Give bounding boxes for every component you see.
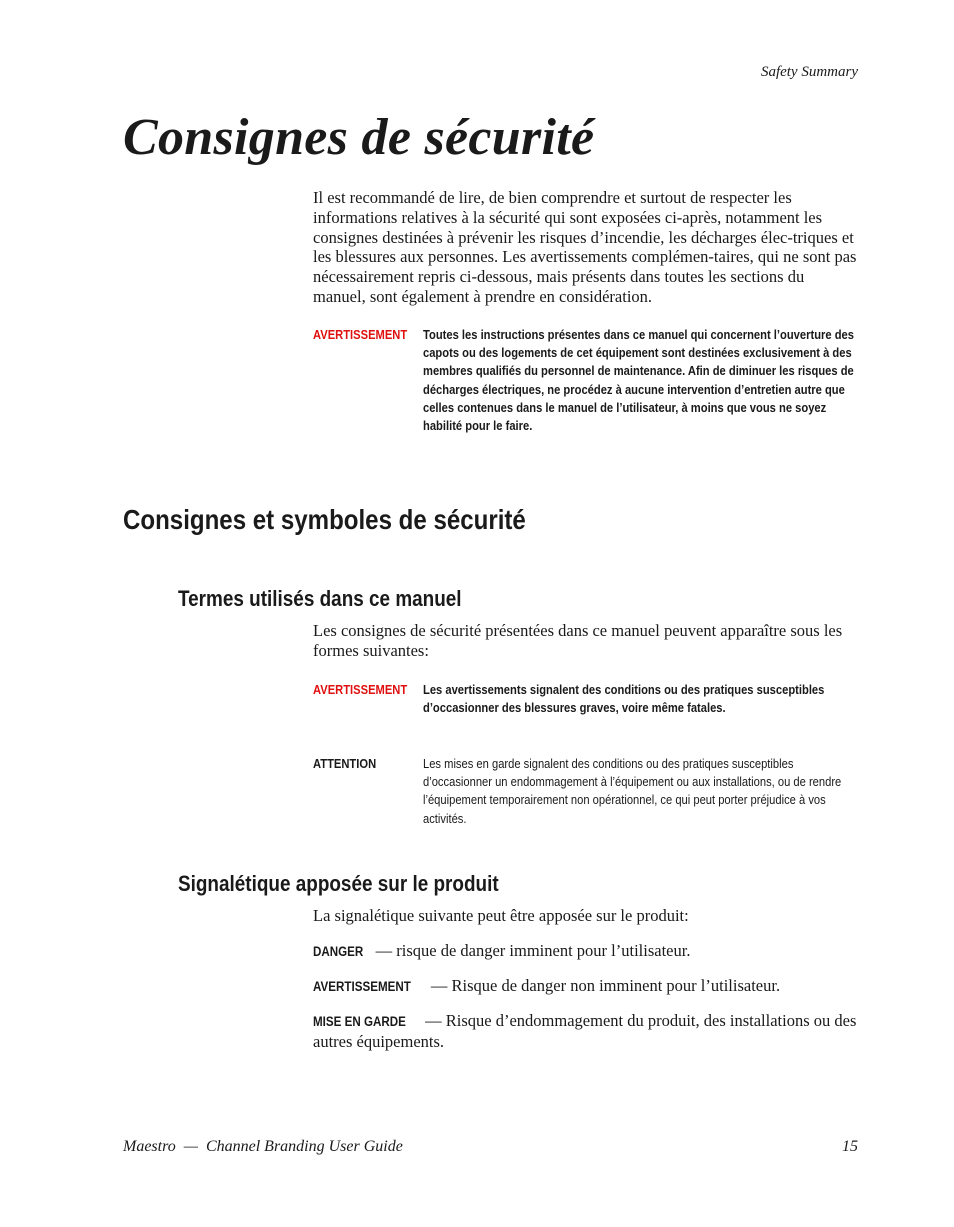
warning-note-1	[313, 326, 858, 435]
sign-description: — risque de danger imminent pour l’utilisateur.	[371, 941, 691, 960]
caution-label: ATTENTION	[313, 756, 377, 771]
sign-term: MISE EN GARDE	[313, 1014, 406, 1029]
sign-term: DANGER	[313, 944, 364, 959]
terms-paragraph: Les consignes de sécurité présentées dans ce manuel peuvent apparaître sous les formes suivantes:	[313, 621, 843, 660]
warning-label: AVERTISSEMENT	[313, 327, 408, 342]
caution-text: Les mises en garde signalent des conditions ou des pratiques susceptibles d’occasionner un endommagement à l’équipement ou aux installations, ou de rendre l’équipement temporairement non opérationnel, ce qui peut porter préjudice à vos activités.	[423, 756, 842, 826]
signage-heading: Signalétique apposée sur le produit	[178, 871, 499, 896]
warning-note-2	[313, 681, 858, 717]
warning-text: Toutes les instructions présentes dans ce manuel qui concernent l’ouverture des capots ou des logements de cet équipement sont destinées exclusivement à des membres qualifiés du personnel de maintenance. Afin de diminuer les risques de décharges électriques, ne procédez à aucune intervention d’entretien autre que celles contenues dans le manuel de l’utilisateur, à moins que vous ne soyez habilité pour le faire.	[423, 327, 854, 434]
intro-paragraph: Il est recommandé de lire, de bien comprendre et surtout de respecter les informations relatives à la sécurité qui sont exposées ci-après, notamment les consignes destinées à prévenir les risques d’incendie, les décharges élec-triques et les blessures aux personnes. Les avertissements complémen-taires, qui ne sont pas nécessairement repris ci-dessous, mais présents dans toutes les sections du manuel, sont également à prendre en considération.	[313, 188, 857, 306]
page-number: 15	[842, 1138, 858, 1155]
sign-description: — Risque d’endommagement du produit, des installations ou des autres équipements.	[313, 1011, 857, 1051]
running-header: Safety Summary	[760, 64, 858, 80]
signage-paragraph: La signalétique suivante peut être apposée sur le produit:	[313, 906, 689, 925]
sign-term: AVERTISSEMENT	[313, 979, 411, 994]
sign-description: — Risque de danger non imminent pour l’utilisateur.	[426, 976, 781, 995]
page-title: Consignes de sécurité	[123, 109, 595, 166]
footer-title: Maestro — Channel Branding User Guide	[123, 1138, 403, 1155]
caution-note	[313, 755, 858, 828]
section-heading: Consignes et symboles de sécurité	[123, 504, 526, 535]
sign-item-danger	[313, 941, 861, 962]
warning-label: AVERTISSEMENT	[313, 682, 408, 697]
terms-heading: Termes utilisés dans ce manuel	[178, 586, 462, 611]
sign-item-warning	[313, 976, 861, 997]
sign-item-caution	[313, 1011, 861, 1052]
warning-text: Les avertissements signalent des conditions ou des pratiques susceptibles d’occasionner des blessures graves, voire même fatales.	[423, 682, 825, 716]
